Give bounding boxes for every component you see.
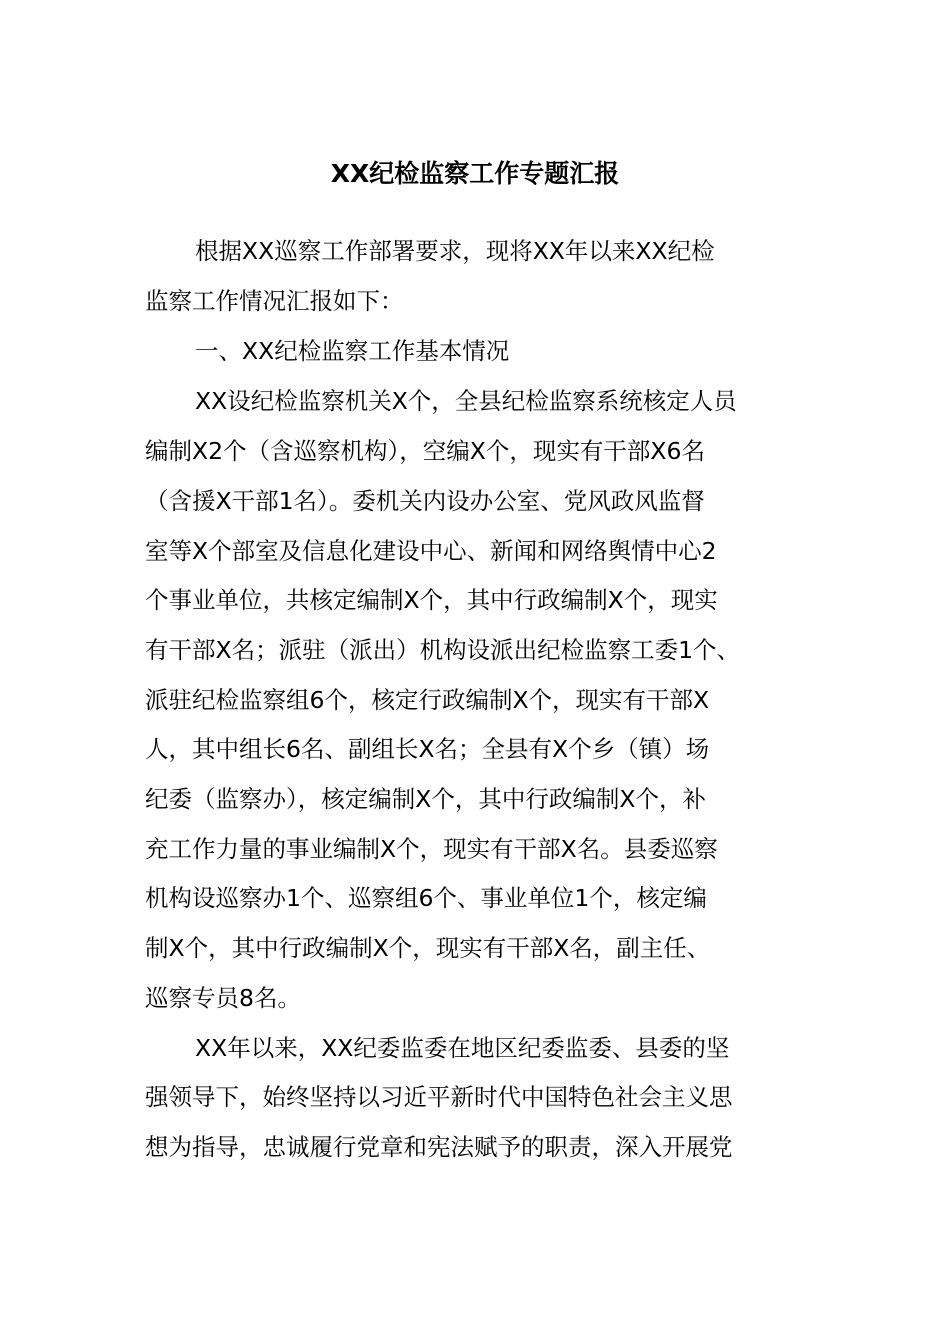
paragraph-line: 派驻纪检监察组6个，核定行政编制X个，现实有干部X: [145, 686, 710, 714]
paragraph-line: （含援X干部1名）。委机关内设办公室、党风政风监督: [145, 487, 705, 515]
paragraph-line: 有干部X名；派驻（派出）机构设派出纪检监察工委1个、: [145, 636, 741, 664]
paragraph-line: 人，其中组长6名、副组长X名；全县有X个乡（镇）场: [145, 735, 710, 763]
paragraph-line: 想为指导，忠诚履行党章和宪法赋予的职责，深入开展党: [145, 1133, 733, 1161]
paragraph-line: 根据XX巡察工作部署要求，现将XX年以来XX纪检: [195, 237, 715, 265]
paragraph-line: 个事业单位，共核定编制X个，其中行政编制X个，现实: [145, 586, 718, 614]
paragraph-line: 巡察专员8名。: [145, 984, 301, 1012]
paragraph-line: 室等X个部室及信息化建设中心、新闻和网络舆情中心2: [145, 537, 717, 565]
paragraph-line: 制X个，其中行政编制X个，现实有干部X名，副主任、: [145, 934, 711, 962]
document-title: XX纪检监察工作专题汇报: [330, 159, 620, 188]
paragraph-line: 纪委（监察办），核定编制X个，其中行政编制X个，补: [145, 785, 706, 813]
paragraph-line: 充工作力量的事业编制X个，现实有干部X名。县委巡察: [145, 835, 718, 863]
paragraph-line: 机构设巡察办1个、巡察组6个、事业单位1个，核定编: [145, 884, 707, 912]
paragraph-line: 强领导下，始终坚持以习近平新时代中国特色社会主义思: [145, 1083, 733, 1111]
paragraph-line: 监察工作情况汇报如下：: [145, 287, 404, 315]
paragraph-line: XX年以来，XX纪委监委在地区纪委监委、县委的坚: [195, 1034, 730, 1062]
section-heading: 一、XX纪检监察工作基本情况: [195, 337, 510, 365]
paragraph-line: XX设纪检监察机关X个，全县纪检监察系统核定人员: [195, 387, 737, 415]
paragraph-line: 编制X2个（含巡察机构），空编X个，现实有干部X6名: [145, 437, 705, 465]
